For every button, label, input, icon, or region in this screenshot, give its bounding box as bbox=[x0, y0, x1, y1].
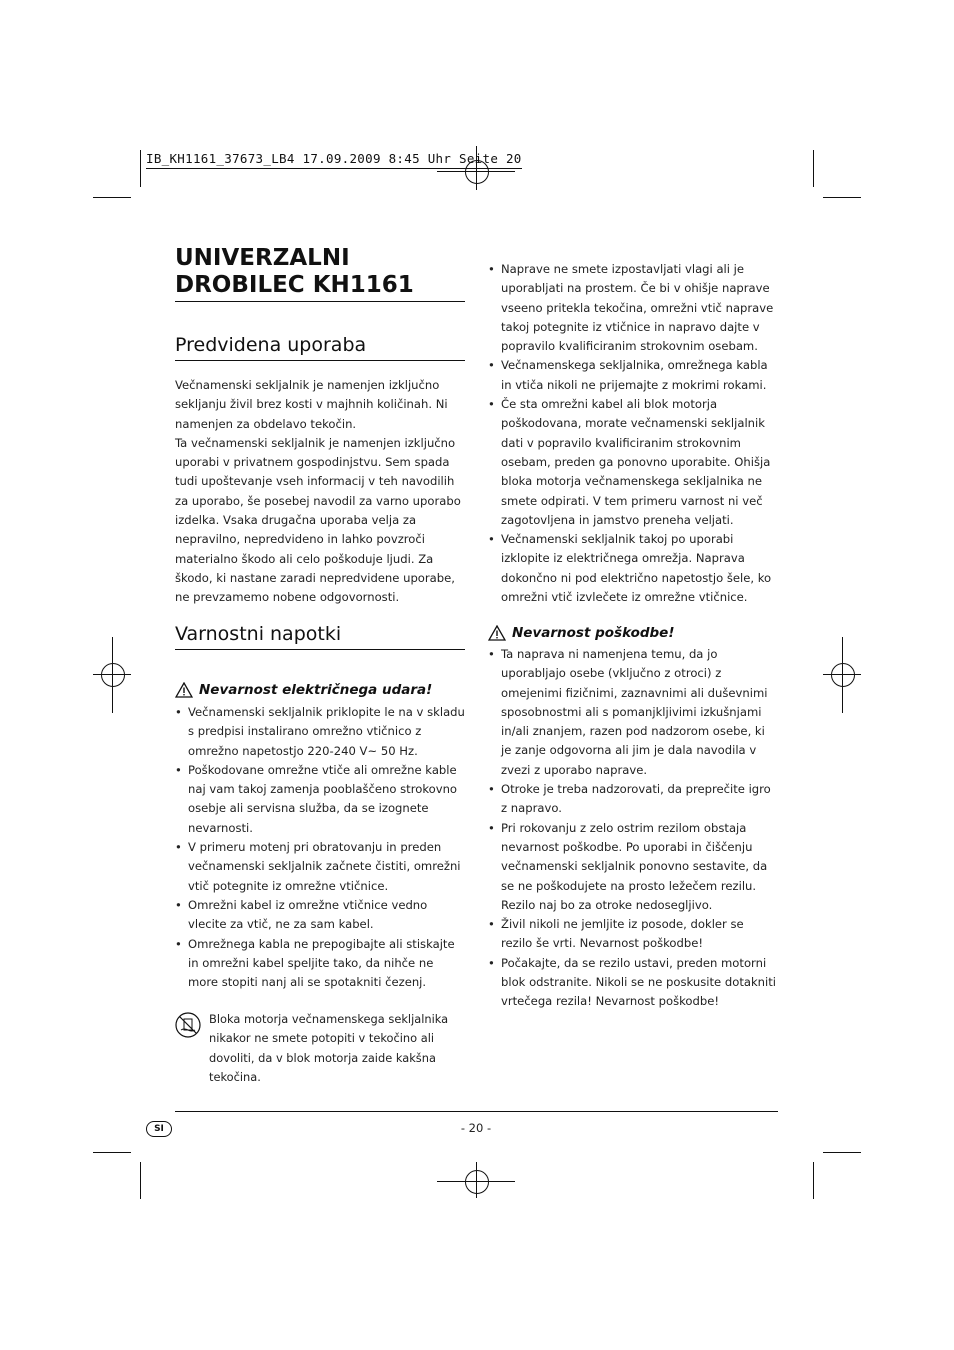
crop-mark bbox=[140, 1162, 141, 1199]
list-item: • Večnamenski sekljalnik takoj po uporabi izklopite iz električnega omrežja. Naprava dokončno ni pod električno napetostjo šele, ko omrežni vtič izvlečete iz omrežne vtičnice. bbox=[488, 530, 778, 607]
electric-warning-list bbox=[175, 703, 465, 992]
crop-mark bbox=[823, 197, 861, 198]
list-item: • Ta naprava ni namenjena temu, da jo uporabljajo osebe (vključno z otroci) z omejenimi fizičnimi, zaznavnimi ali duševnimi sposobnostmi ali s pomanjkljivimi izkušnjami in/ali znanjem, razen pod nadzorom osebe, ki je zanje odgovorna ali jim je dala navodila v zvezi z uporabo naprave. bbox=[488, 645, 778, 780]
immersion-note-text: Bloka motorja večnamenskega sekljalnika nikakor ne smete potopiti v tekočino ali dovoliti, da v blok motorja zaide kakšna tekočina. bbox=[209, 1012, 449, 1084]
injury-warning-list bbox=[488, 645, 778, 1012]
injury-warning-heading bbox=[488, 625, 778, 641]
list-item: • Poškodovane omrežne vtiče ali omrežne kable naj vam takoj zamenja pooblaščeno strokovno osebje ali servisna služba, da se izognete nevarnosti. bbox=[175, 761, 465, 838]
warning-triangle-icon bbox=[175, 682, 193, 698]
footer-rule bbox=[175, 1111, 778, 1112]
print-slug: IB_KH1161_37673_LB4 17.09.2009 8:45 Uhr Seite 20 bbox=[146, 151, 522, 169]
list-item: • Pri rokovanju z zelo ostrim rezilom obstaja nevarnost poškodbe. Po uporabi in čiščenju večnamenski sekljalnik ponovno sestavite, da se ne poškodujete na prosto ležečem rezilu. Rezilo naj bo za otroke nedosegljivo. bbox=[488, 819, 778, 915]
intended-use-paragraph-1: Večnamenski sekljalnik je namenjen izključno sekljanju živil brez kosti v majhnih količinah. Ni namenjen za obdelavo tekočin. bbox=[175, 378, 448, 431]
title-line-2: DROBILEC KH1161 bbox=[175, 272, 414, 298]
heading-safety: Varnostni napotki bbox=[175, 622, 465, 650]
page-number: - 20 - bbox=[460, 1121, 492, 1135]
list-item: • Če sta omrežni kabel ali blok motorja poškodovana, morate večnamenski sekljalnik dati v popravilo kvalificiranim strokovnim osebam, preden ga ponovno uporabite. Ohišja bloka motorja večnamenskega sekljalnika ne smete odpirati. V tem primeru varnost ni več zagotovljena in jamstvo preneha veljati. bbox=[488, 395, 778, 530]
title-line-1: UNIVERZALNI bbox=[175, 245, 350, 271]
page-title bbox=[175, 245, 465, 302]
crop-mark bbox=[93, 1152, 131, 1153]
intended-use-paragraph-2: Ta večnamenski sekljalnik je namenjen izključno uporabi v privatnem gospodinjstvu. Sem spada tudi upoštevanje vseh informacij v teh navodilih za uporabo, še posebej navodil za varno uporabo izdelka. Vsaka drugačna uporaba velja za nepravilno, nepredvideno in lahko povzroči materialno škodo ali celo poškoduje ljudi. Za škodo, ki nastane zaradi nepredvidene uporabe, ne prevzamemo nobene odgovornosti. bbox=[175, 435, 461, 605]
list-item: • Živil nikoli ne jemljite iz posode, dokler se rezilo še vrti. Nevarnost poškodbe! bbox=[488, 915, 778, 954]
list-item: • Počakajte, da se rezilo ustavi, preden motorni blok odstranite. Nikoli se ne poskusite dotakniti vrtečega rezila! Nevarnost poškodbe! bbox=[488, 954, 778, 1012]
injury-warning-title: Nevarnost poškodbe! bbox=[512, 625, 675, 641]
electric-warning-title: Nevarnost električnega udara! bbox=[199, 682, 433, 698]
list-item: • Naprave ne smete izpostavljati vlagi ali je uporabljati na prostem. Če bi v ohišje naprave vseeno pritekla tekočina, omrežni vtič naprave takoj potegnite iz vtičnice in napravo dajte v popravilo kvalificiranim strokovnim osebam. bbox=[488, 260, 778, 356]
immersion-note bbox=[175, 1010, 465, 1087]
warning-triangle-icon bbox=[488, 625, 506, 641]
electric-warning-heading bbox=[175, 682, 465, 698]
crop-mark bbox=[813, 150, 814, 187]
crop-mark bbox=[140, 150, 141, 187]
no-immersion-icon bbox=[175, 1012, 201, 1038]
list-item: • Omrežni kabel iz omrežne vtičnice vedno vlecite za vtič, ne za sam kabel. bbox=[175, 896, 465, 935]
crop-mark bbox=[813, 1162, 814, 1199]
language-badge: SI bbox=[146, 1121, 172, 1137]
intended-use-text bbox=[175, 376, 465, 608]
list-item: • Večnamenskega sekljalnika, omrežnega kabla in vtiča nikoli ne prijemajte z mokrimi rokami. bbox=[488, 356, 778, 395]
list-item: • Omrežnega kabla ne prepogibajte ali stiskajte in omrežni kabel speljite tako, da nihče ne more stopiti nanj ali se spotakniti čezenj. bbox=[175, 935, 465, 993]
list-item: • Večnamenski sekljalnik priklopite le na v skladu s predpisi instalirano omrežno vtičnico z omrežno napetostjo 220-240 V~ 50 Hz. bbox=[175, 703, 465, 761]
heading-intended-use: Predvidena uporaba bbox=[175, 333, 465, 361]
right-safety-list bbox=[488, 260, 778, 607]
crop-mark bbox=[93, 197, 131, 198]
list-item: • Otroke je treba nadzorovati, da preprečite igro z napravo. bbox=[488, 780, 778, 819]
crop-mark bbox=[823, 1152, 861, 1153]
list-item: • V primeru motenj pri obratovanju in preden večnamenski sekljalnik začnete čistiti, omrežni vtič potegnite iz omrežne vtičnice. bbox=[175, 838, 465, 896]
